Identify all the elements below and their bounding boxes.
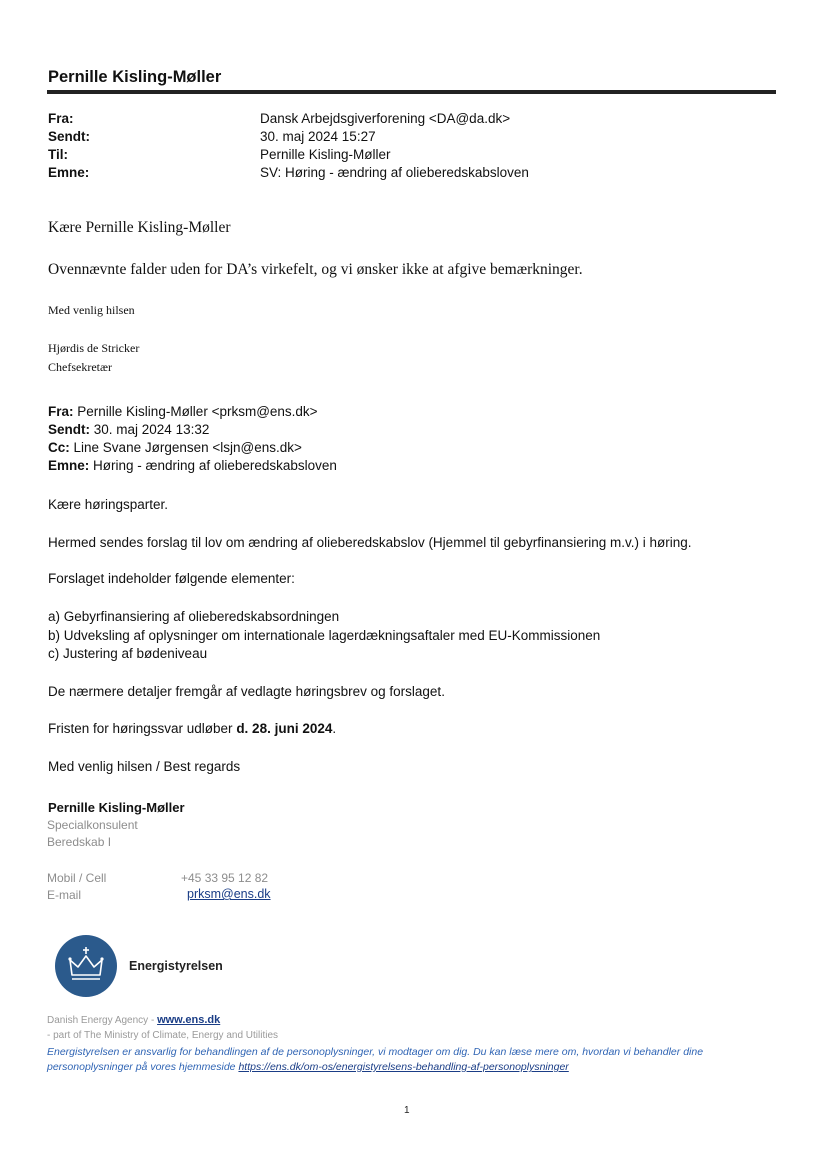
fw-cc xyxy=(48,439,302,457)
sent-label: Sendt: xyxy=(48,129,90,144)
privacy-prefix: personoplysninger på vores hjemmeside xyxy=(47,1061,239,1073)
footer-agency xyxy=(47,1014,220,1026)
sent-value: 30. maj 2024 15:27 xyxy=(260,129,376,144)
deadline-prefix: Fristen for høringssvar udløber xyxy=(48,721,237,736)
fw-subject xyxy=(48,457,337,475)
fw-from xyxy=(48,403,318,421)
reply-signer-name: Hjørdis de Stricker xyxy=(48,341,140,355)
privacy-line-1: Energistyrelsen er ansvarlig for behandlingen af de personoplysninger, vi modtager om dig. Du kan læse mere om, hvordan vi behandler dine xyxy=(47,1046,704,1058)
orig-closing: Med venlig hilsen / Best regards xyxy=(48,759,241,774)
privacy-line-2 xyxy=(47,1061,569,1073)
signature-title: Specialkonsulent xyxy=(47,818,138,832)
fw-sent-value: 30. maj 2024 13:32 xyxy=(93,422,210,437)
privacy-link[interactable]: https://ens.dk/om-os/energistyrelsens-behandling-af-personoplysninger xyxy=(238,1061,569,1073)
page-number: 1 xyxy=(404,1105,410,1116)
signature-name: Pernille Kisling-Møller xyxy=(48,800,185,815)
fw-from-label: Fra: xyxy=(48,404,74,419)
subject-label: Emne: xyxy=(48,165,90,180)
from-value: Dansk Arbejdsgiverforening <DA@da.dk> xyxy=(260,111,511,126)
sender-heading: Pernille Kisling-Møller xyxy=(48,68,222,86)
orig-deadline xyxy=(48,721,336,736)
signature-unit: Beredskab I xyxy=(47,835,112,849)
reply-signer-title: Chefsekretær xyxy=(48,360,112,374)
mobile-label: Mobil / Cell xyxy=(47,871,107,885)
fw-from-value: Pernille Kisling-Møller <prksm@ens.dk> xyxy=(77,404,318,419)
energistyrelsen-logo xyxy=(55,935,117,997)
logo-name: Energistyrelsen xyxy=(129,959,223,973)
agency-prefix: Danish Energy Agency - xyxy=(47,1015,158,1026)
to-value: Pernille Kisling-Møller xyxy=(260,147,391,162)
fw-sent-label: Sendt: xyxy=(48,422,90,437)
orig-para3: De nærmere detaljer fremgår af vedlagte høringsbrev og forslaget. xyxy=(48,684,445,699)
mobile-value: +45 33 95 12 82 xyxy=(181,871,269,885)
orig-para1: Hermed sendes forslag til lov om ændring af olieberedskabslov (Hjemmel til gebyrfinansiering m.v.) i høring. xyxy=(48,535,692,550)
deadline-suffix: . xyxy=(332,721,337,736)
email-label: E-mail xyxy=(47,888,82,902)
to-label: Til: xyxy=(48,147,68,162)
reply-body: Ovennævnte falder uden for DA’s virkefelt, og vi ønsker ikke at afgive bemærkninger. xyxy=(48,261,583,278)
fw-cc-value: Line Svane Jørgensen <lsjn@ens.dk> xyxy=(73,440,302,455)
list-item: c) Justering af bødeniveau xyxy=(48,646,208,661)
reply-closing: Med venlig hilsen xyxy=(48,303,135,317)
fw-subject-label: Emne: xyxy=(48,458,90,473)
email-link[interactable]: prksm@ens.dk xyxy=(187,887,271,901)
footer-ministry: - part of The Ministry of Climate, Energy and Utilities xyxy=(47,1030,279,1041)
reply-greeting: Kære Pernille Kisling-Møller xyxy=(48,219,231,236)
heading-rule xyxy=(47,90,776,94)
fw-sent xyxy=(48,421,209,439)
list-item: b) Udveksling af oplysninger om internationale lagerdækningsaftaler med EU-Kommissionen xyxy=(48,628,601,643)
fw-subject-value: Høring - ændring af olieberedskabsloven xyxy=(93,458,337,473)
orig-para2: Forslaget indeholder følgende elementer: xyxy=(48,571,295,586)
orig-greeting: Kære høringsparter. xyxy=(48,497,169,512)
agency-link[interactable]: www.ens.dk xyxy=(157,1014,221,1026)
list-item: a) Gebyrfinansiering af olieberedskabsordningen xyxy=(48,609,340,624)
from-label: Fra: xyxy=(48,111,74,126)
fw-cc-label: Cc: xyxy=(48,440,70,455)
crown-icon xyxy=(55,935,117,997)
subject-value: SV: Høring - ændring af olieberedskabsloven xyxy=(260,165,529,180)
deadline-date: d. 28. juni 2024 xyxy=(236,721,333,736)
